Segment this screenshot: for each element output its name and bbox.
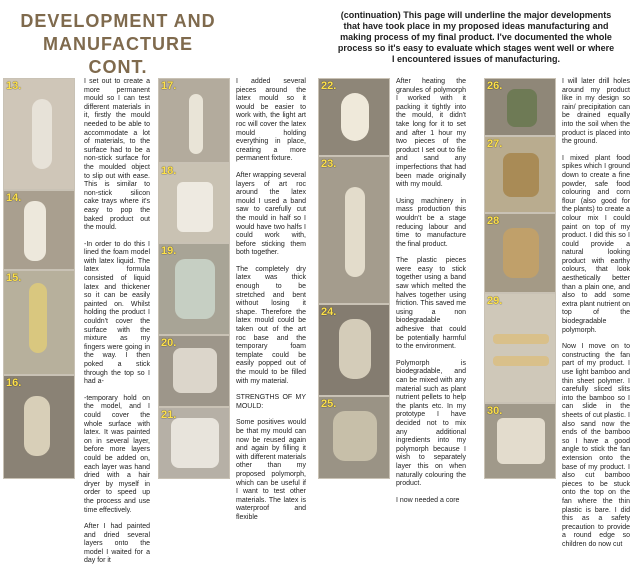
- paragraph: The completely dry latex was thick enough to be stretched and bent without losing it shape. Therefore the latex mould could be taken out of the art roc base and the temporary foam template could be easily popped out of the mould to be filled with my material.: [236, 265, 306, 385]
- page-title: DEVELOPMENT AND MANUFACTURE CONT.: [20, 11, 216, 77]
- photo-number: 21.: [161, 409, 177, 421]
- photo-18: [158, 163, 230, 243]
- photo-number: 18.: [161, 165, 177, 177]
- photo-16: [3, 375, 75, 479]
- photo-number: 25.: [321, 398, 337, 410]
- photo-15: [3, 270, 75, 375]
- paragraph: Now I move on to constructing the fan part of my product. I use light bamboo and thin sheet polymer. I carefully sliced slits into the bamboo so I can slide in the sheets of cut plastic. I also sand now the ends of the bamboo so I have a good angle to stick the fan extension onto the base of my product. I also cut bamboo pieces to be stuck onto the top on the fan where the thin plastic is bare. I did this as a safety precaution to provide a round edge so children do now cut: [562, 343, 630, 548]
- photo-30: [484, 403, 556, 479]
- photo-column-4: [484, 78, 556, 479]
- photo-27: [484, 136, 556, 213]
- photo-number: 15.: [6, 272, 22, 284]
- photo-29: [484, 293, 556, 403]
- photo-number: 22.: [321, 80, 337, 92]
- photo-13: [3, 78, 75, 190]
- paragraph: I will later drill holes around my product like in my design so rain/ precipitation can be drained equally into the soil when the product is placed into the ground.: [562, 78, 630, 146]
- photo-17: [158, 78, 230, 163]
- text-column-3: [396, 78, 466, 513]
- paragraph: Some positives would be that my mould can now be reused again and again by filling it with different materials other than my proposed polymorph, which can be useful if I want to test other materials. The latex is waterproof and flexible: [236, 419, 306, 521]
- photo-28: [484, 213, 556, 293]
- paragraph: The plastic pieces were easy to stick together using a band saw which melted the halves together using friction. This saved me using a non biodegradable adhesive that could be potentially harmful to the environment.: [396, 257, 466, 351]
- paragraph: I set out to create a more permanent mould so I can test different materials in it, firstly the mould needed to be able to accommodate a lot of materials, to the surface had to be a non-stick surface for the moulded object to slip out with ease. This is similar to non-stick silicon cake trays where it's easy to pop the baked product out the mould.: [84, 78, 150, 232]
- photo-number: 26.: [487, 80, 503, 92]
- photo-number: 27.: [487, 138, 503, 150]
- paragraph: Using machinery in mass production this wouldn't be a stage reducing labour and time to manufacture the final product.: [396, 197, 466, 248]
- photo-22: [318, 78, 390, 156]
- photo-number: 28: [487, 215, 500, 227]
- photo-21: [158, 407, 230, 479]
- paragraph: I now needed a core: [396, 496, 460, 504]
- photo-20: [158, 335, 230, 407]
- photo-column-3: [318, 78, 390, 479]
- text-column-2: [236, 78, 306, 531]
- photo-23: [318, 156, 390, 304]
- photo-number: 30.: [487, 405, 503, 417]
- photo-number: 16.: [6, 377, 22, 389]
- photo-column-1: [3, 78, 75, 479]
- text-column-1: [84, 78, 150, 574]
- photo-number: 24.: [321, 306, 337, 318]
- paragraph: -temporary hold on the model, and I could cover the whole surface with latex. It was painted on in several layer, before more layers could be added on, each layer was hand dried with a hair dryer by myself in order to speed up the process and use time effectively.: [84, 394, 150, 514]
- paragraph: -In order to do this I lined the foam model with latex liquid. The latex formula consisted of liquid latex and thickener so it can be easily painted on. Whilst holding the product I couldn't cover the surface with the mixture as my fingers were going in the way. I then poked a stick through the top so I had a-: [84, 240, 150, 386]
- paragraph: Polymorph is biodegradable, and can be mixed with any material such as plant nutrient pellets to help the plants etc. In my prototype I have decided not to mix any additional ingredients into my polymorph because I wish to separately layer this on when naturally colouring the product.: [396, 359, 466, 488]
- photo-number: 13.: [6, 80, 22, 92]
- photo-number: 17.: [161, 80, 177, 92]
- photo-26: [484, 78, 556, 136]
- paragraph: I mixed plant food spikes which I ground down to create a fine powder, safe food colouring and corn flour (also good for the plants) to create a colour mix I could paint on top of my product. I did this so I could provide a natural looking product with earthy colours, that look aesthetically better than a plain one, and also to add some extra plant nutrient on top of the biodegradable polymorph.: [562, 154, 630, 334]
- paragraph: I added several pieces around the latex mould so it would be easier to work with, the light art roc will cover the latex mould holding everything in place, creating a more permanent fixture.: [236, 78, 306, 163]
- photo-number: 19.: [161, 245, 177, 257]
- photo-25: [318, 396, 390, 479]
- paragraph: After heating the granules of polymorph I worked with it packing it tightly into the mould, it didn't take long for it to set and after 1 hour my two pieces of the product I set out to file and sand any imperfections that had been made originally with my mould.: [396, 78, 466, 189]
- paragraph: After wrapping several layers of art roc around the latex mould I used a band saw to carefully cut the mould in half so I would have two halfs I could work with, before sticking them both together.: [236, 171, 306, 257]
- photo-14: [3, 190, 75, 270]
- paragraph: STRENGTHS OF MY MOULD:: [236, 394, 306, 410]
- photo-number: 29.: [487, 295, 503, 307]
- photo-24: [318, 304, 390, 396]
- photo-number: 20.: [161, 337, 177, 349]
- photo-column-2: [158, 78, 230, 479]
- text-column-4: [562, 78, 630, 557]
- photo-number: 23.: [321, 158, 337, 170]
- photo-number: 14.: [6, 192, 22, 204]
- paragraph: After I had painted and dried several layers onto the model I waited for a day for it: [84, 523, 150, 565]
- intro-text: (continuation) This page will underline the major developments that have took place in my proposed ideas manufacturing and making process of my final product. I've documented the whole process so it's easy to evaluate which stages went well or where I encountered issues of manufacturing.: [337, 10, 615, 64]
- photo-19: [158, 243, 230, 335]
